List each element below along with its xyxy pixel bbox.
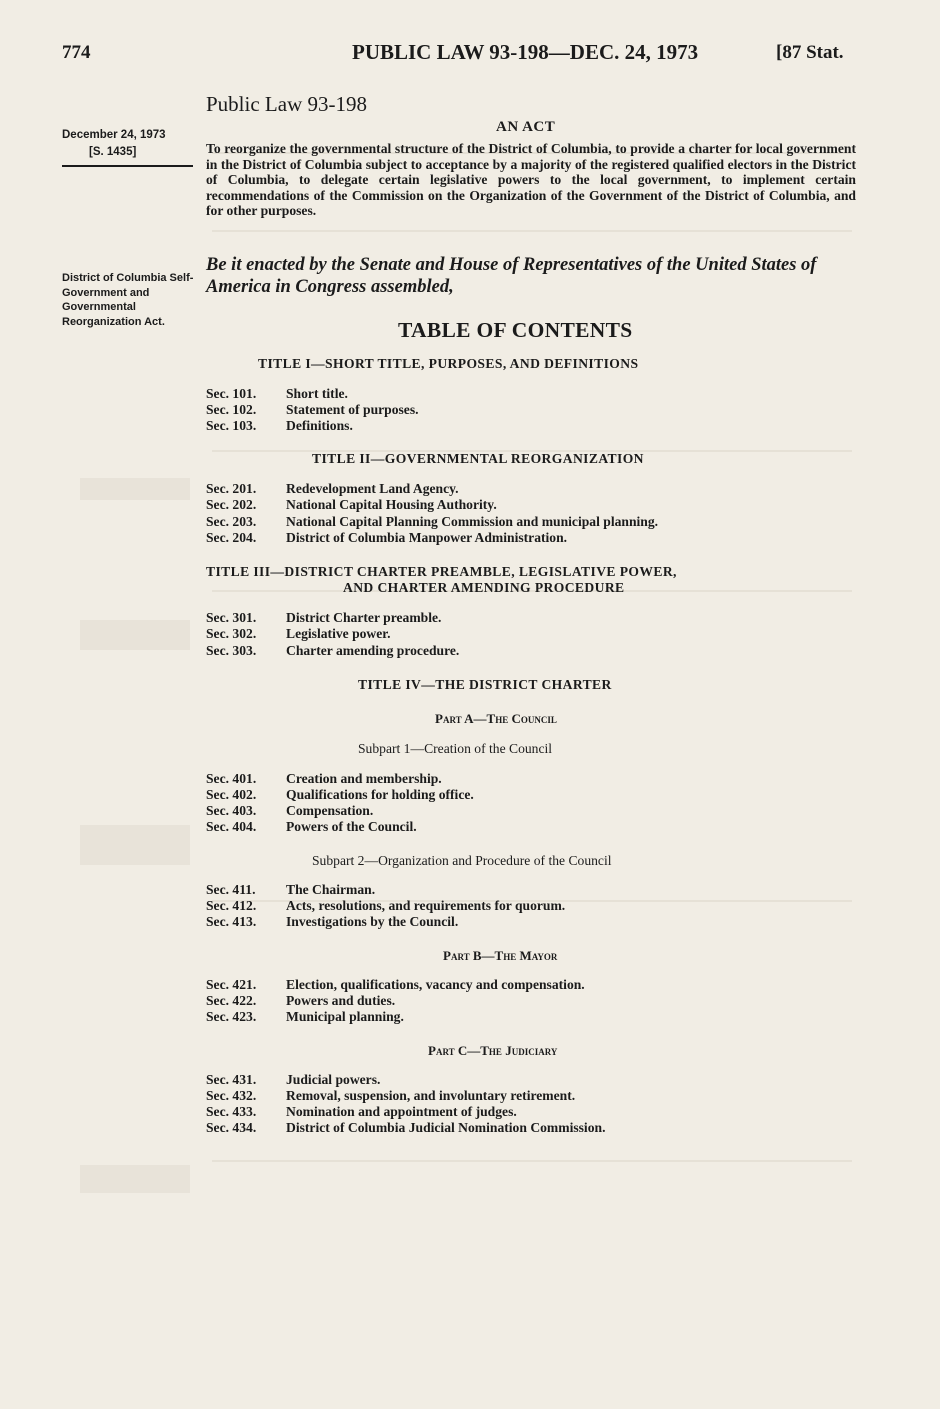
section-title: National Capital Planning Commission and municipal planning. [286,514,659,529]
toc-entry [206,418,353,434]
section-title: Judicial powers. [286,1072,381,1087]
section-number: Sec. 411. [206,882,256,897]
title-2-heading: TITLE II—GOVERNMENTAL REORGANIZATION [312,451,644,466]
section-number: Sec. 303. [206,643,257,658]
section-title: Removal, suspension, and involuntary retirement. [286,1088,576,1103]
title-4-heading: TITLE IV—THE DISTRICT CHARTER [358,677,612,692]
statute-reference: [87 Stat. [776,42,844,63]
section-number: Sec. 422. [206,993,257,1008]
page-number: 774 [62,42,91,63]
section-title: District Charter preamble. [286,610,442,625]
toc-entry [206,914,458,930]
section-number: Sec. 302. [206,626,257,641]
section-title: Election, qualifications, vacancy and compensation. [286,977,585,992]
section-number: Sec. 404. [206,819,257,834]
margin-divider [62,165,193,167]
toc-entry [206,1120,605,1136]
section-title: The Chairman. [286,882,376,897]
section-number: Sec. 202. [206,497,257,512]
toc-entry [206,787,474,803]
section-title: Compensation. [286,803,374,818]
section-title: Legislative power. [286,626,391,641]
act-description: To reorganize the governmental structure of the District of Columbia, to provide a charter for local government in the District of Columbia subject to acceptance by a majority of the registered qualified electors in the District of Columbia, to delegate certain legislative powers to the local government, to implement certain recommendations of the Commission on the Organization of the Government of the District of Columbia, and for other purposes. [206,141,856,219]
title-1-heading: TITLE I—SHORT TITLE, PURPOSES, AND DEFINITIONS [258,356,639,371]
section-title: Charter amending procedure. [286,643,460,658]
margin-short-title: District of Columbia Self-Government and Governmental Reorganization Act. [62,272,194,328]
law-title: Public Law 93-198 [206,92,367,116]
toc-entry [206,530,567,546]
section-title: Definitions. [286,418,353,433]
toc-entry [206,977,585,993]
toc-heading: TABLE OF CONTENTS [398,318,633,342]
section-title: Qualifications for holding office. [286,787,474,802]
toc-entry [206,1009,404,1025]
section-number: Sec. 103. [206,418,257,433]
section-number: Sec. 402. [206,787,257,802]
section-title: Municipal planning. [286,1009,404,1024]
section-title: District of Columbia Manpower Administration. [286,530,568,545]
part-a-heading: Part A—The Council [435,711,557,726]
running-head: PUBLIC LAW 93-198—DEC. 24, 1973 [352,40,699,64]
margin-bill-number: [S. 1435] [89,146,137,158]
toc-entry [206,882,375,898]
part-c-heading: Part C—The Judiciary [428,1043,558,1058]
section-title: Powers of the Council. [286,819,417,834]
toc-entry [206,993,395,1009]
section-title: Powers and duties. [286,993,396,1008]
toc-entry [206,497,497,513]
toc-entry [206,626,390,642]
section-number: Sec. 423. [206,1009,257,1024]
part-b-heading: Part B—The Mayor [443,948,558,963]
section-title: District of Columbia Judicial Nomination Commission. [286,1120,606,1135]
section-title: Creation and membership. [286,771,442,786]
toc-entry [206,1088,575,1104]
section-number: Sec. 413. [206,914,257,929]
title-3-heading-line-2: AND CHARTER AMENDING PROCEDURE [343,580,625,595]
section-number: Sec. 203. [206,514,257,529]
section-number: Sec. 301. [206,610,257,625]
section-number: Sec. 403. [206,803,257,818]
section-number: Sec. 102. [206,402,257,417]
toc-entry [206,1072,380,1088]
section-number: Sec. 101. [206,386,257,401]
section-number: Sec. 201. [206,481,257,496]
toc-entry [206,386,348,402]
section-number: Sec. 412. [206,898,257,913]
section-number: Sec. 431. [206,1072,257,1087]
toc-entry [206,1104,517,1120]
toc-entry [206,643,459,659]
section-title: Statement of purposes. [286,402,419,417]
enacting-clause: Be it enacted by the Senate and House of Representatives of the United States of America in Congress assembled, [206,255,817,297]
act-label: AN ACT [496,119,556,135]
section-number: Sec. 204. [206,530,257,545]
toc-entry [206,514,658,530]
toc-entry [206,898,565,914]
section-title: Nomination and appointment of judges. [286,1104,517,1119]
toc-entry [206,402,419,418]
section-number: Sec. 421. [206,977,257,992]
section-title: National Capital Housing Authority. [286,497,497,512]
toc-entry [206,771,442,787]
subpart-2-heading: Subpart 2—Organization and Procedure of the Council [312,853,612,868]
section-title: Redevelopment Land Agency. [286,481,459,496]
toc-entry [206,481,459,497]
toc-entry [206,803,373,819]
toc-entry [206,610,441,626]
title-3-heading-line-1: TITLE III—DISTRICT CHARTER PREAMBLE, LEGISLATIVE POWER, [206,564,677,579]
section-number: Sec. 433. [206,1104,257,1119]
margin-date: December 24, 1973 [62,129,166,141]
subpart-1-heading: Subpart 1—Creation of the Council [358,741,553,756]
toc-entry [206,819,417,835]
section-number: Sec. 401. [206,771,257,786]
section-title: Acts, resolutions, and requirements for quorum. [286,898,566,913]
section-number: Sec. 432. [206,1088,257,1103]
section-number: Sec. 434. [206,1120,257,1135]
section-title: Short title. [286,386,348,401]
section-title: Investigations by the Council. [286,914,459,929]
